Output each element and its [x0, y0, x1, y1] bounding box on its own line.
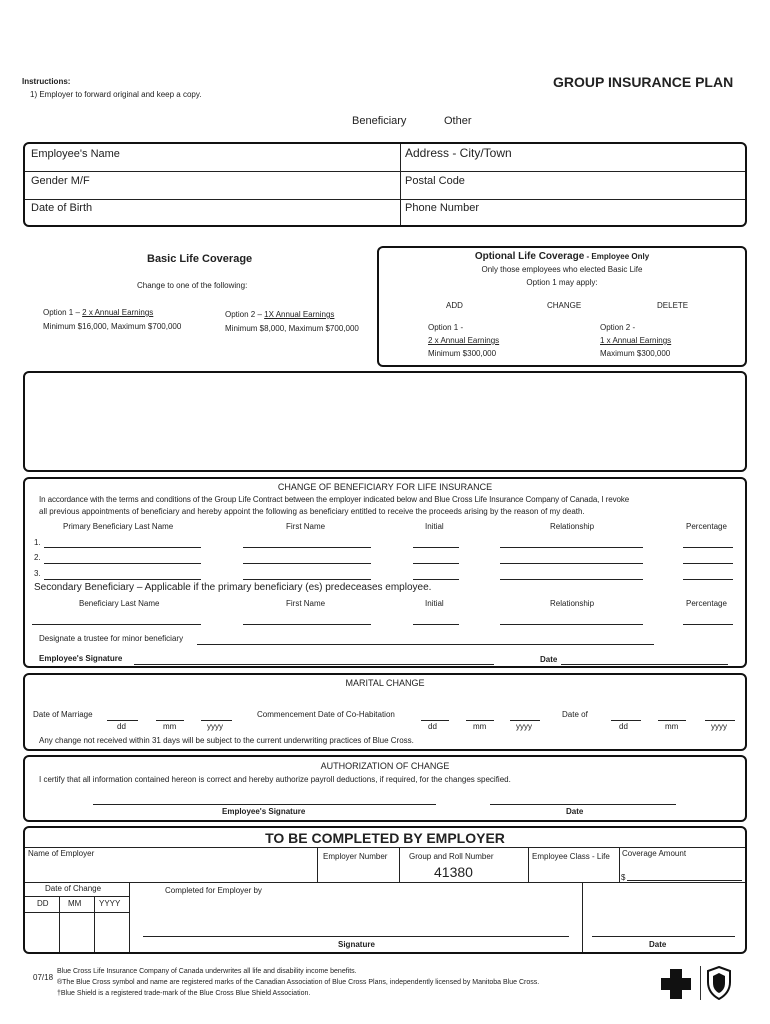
primary-relationship-2[interactable] [500, 563, 643, 564]
col-initial-2: Initial [425, 599, 444, 608]
basic-life-subtitle: Change to one of the following: [137, 281, 248, 290]
add-option[interactable]: ADD [446, 301, 463, 310]
basic-option-2[interactable]: Option 2 – 1X Annual Earnings [225, 310, 335, 319]
page-title: GROUP INSURANCE PLAN [553, 74, 734, 90]
cohab-dd-label: dd [428, 722, 437, 731]
marriage-mm[interactable] [156, 720, 184, 721]
marital-title: MARITAL CHANGE [345, 678, 425, 688]
group-roll-value[interactable]: 41380 [434, 864, 473, 880]
primary-last-2[interactable] [44, 563, 201, 564]
employer-date-label: Date [649, 940, 667, 949]
col-primary-last: Primary Beneficiary Last Name [63, 522, 174, 531]
secondary-relationship[interactable] [500, 624, 643, 625]
dd-label: DD [37, 899, 49, 908]
signature-date-field[interactable] [561, 664, 728, 665]
col-percentage-2: Percentage [686, 599, 727, 608]
col-first-name-2: First Name [286, 599, 326, 608]
employee-signature-label: Employee's Signature [39, 654, 123, 663]
beneficiary-title: CHANGE OF BENEFICIARY FOR LIFE INSURANCE [277, 482, 493, 492]
delete-option-label: Option 2 - [600, 323, 636, 332]
basic-option-1[interactable]: Option 1 – 2 x Annual Earnings [43, 308, 154, 317]
marital-section [23, 673, 747, 751]
col-first-name: First Name [286, 522, 326, 531]
employee-name-field[interactable]: Employee's Name [31, 148, 120, 160]
authorization-section [23, 755, 747, 822]
optional-life-line2: Option 1 may apply: [526, 278, 598, 287]
postal-code-field[interactable]: Postal Code [405, 175, 465, 187]
instruction-1: 1) Employer to forward original and keep a copy. [30, 90, 202, 99]
auth-signature-label: Employee's Signature [222, 807, 306, 816]
optional-life-section [377, 246, 747, 367]
col-initial: Initial [425, 522, 444, 531]
employer-title: TO BE COMPLETED BY EMPLOYER [265, 830, 505, 846]
employer-name-label: Name of Employer [28, 849, 95, 858]
trustee-field[interactable] [197, 644, 654, 645]
cohab-dd[interactable] [421, 720, 449, 721]
date-of-mm-label: mm [665, 722, 679, 731]
marital-note: Any change not received within 31 days will be subject to the current underwriting practices of Blue Cross. [39, 736, 414, 745]
secondary-title: Secondary Beneficiary – Applicable if the primary beneficiary (es) predeceases employee. [34, 582, 432, 593]
primary-relationship-3[interactable] [500, 579, 643, 580]
employer-number-label: Employer Number [323, 852, 388, 861]
change-option[interactable]: CHANGE [547, 301, 582, 310]
employee-class-label: Employee Class - Life [532, 852, 610, 861]
marriage-mm-label: mm [163, 722, 177, 731]
beneficiary-option[interactable]: Beneficiary [352, 115, 407, 127]
blue-shield-logo-icon [706, 966, 732, 1000]
footer-line-2: ®The Blue Cross symbol and name are registered marks of the Canadian Association of Blue Cross Plans, independently licensed by Manitoba Blue Cross. [57, 979, 540, 986]
employer-signature-label: Signature [338, 940, 375, 949]
secondary-initial[interactable] [413, 624, 459, 625]
delete-earnings: 1 x Annual Earnings [600, 336, 672, 345]
secondary-last[interactable] [32, 624, 201, 625]
dob-field[interactable]: Date of Birth [31, 202, 93, 214]
form-code: 07/18 [33, 973, 54, 982]
employer-date-field[interactable] [592, 936, 735, 937]
completed-by-label: Completed for Employer by [165, 886, 262, 895]
date-of-label: Date of [562, 710, 588, 719]
marriage-yyyy-label: yyyy [207, 722, 223, 731]
basic-option-1-range: Minimum $16,000, Maximum $700,000 [43, 322, 182, 331]
secondary-first[interactable] [243, 624, 371, 625]
primary-first-1[interactable] [243, 547, 371, 548]
date-of-dd-label: dd [619, 722, 628, 731]
cohab-mm-label: mm [473, 722, 487, 731]
group-roll-label: Group and Roll Number [409, 852, 494, 861]
authorization-text: I certify that all information contained hereon is correct and hereby authorize payroll deductions, if required, for the changes specified. [39, 775, 511, 784]
employee-signature-field[interactable] [134, 664, 494, 665]
other-option[interactable]: Other [444, 115, 472, 127]
beneficiary-section [23, 477, 747, 668]
address-field[interactable]: Address - City/Town [405, 146, 512, 160]
coverage-amount-field[interactable] [627, 880, 742, 881]
employer-section [23, 826, 747, 954]
coverage-dollar: $ [621, 873, 626, 882]
optional-life-title: Optional Life Coverage - Employee Only [474, 251, 650, 262]
row-3-label: 3. [34, 569, 41, 578]
primary-percentage-2[interactable] [683, 563, 733, 564]
date-of-mm[interactable] [658, 720, 686, 721]
beneficiary-para-1: In accordance with the terms and conditions of the Group Life Contract between the employer indicated below and Blue Cross Life Insurance Company of Canada, I revoke [39, 495, 630, 504]
mm-label: MM [68, 899, 82, 908]
date-of-yyyy-label: yyyy [711, 722, 727, 731]
marriage-dd[interactable] [107, 720, 138, 721]
marriage-yyyy[interactable] [201, 720, 232, 721]
col-relationship-2: Relationship [550, 599, 595, 608]
secondary-percentage[interactable] [683, 624, 733, 625]
cohab-yyyy[interactable] [510, 720, 540, 721]
basic-option-2-range: Minimum $8,000, Maximum $700,000 [225, 324, 359, 333]
primary-percentage-3[interactable] [683, 579, 733, 580]
trustee-label: Designate a trustee for minor beneficiary [39, 634, 184, 643]
instructions-label: Instructions: [22, 77, 71, 86]
date-of-change-label: Date of Change [45, 884, 102, 893]
col-beneficiary-last: Beneficiary Last Name [79, 599, 160, 608]
primary-relationship-1[interactable] [500, 547, 643, 548]
employer-signature-field[interactable] [143, 936, 569, 937]
footer-line-3: †Blue Shield is a registered trade-mark of the Blue Cross Blue Shield Association. [57, 990, 311, 997]
blue-cross-logo-icon [660, 968, 692, 1000]
add-earnings: 2 x Annual Earnings [428, 336, 500, 345]
row-2-label: 2. [34, 553, 41, 562]
employee-info-section [23, 142, 747, 227]
cohabitation-label: Commencement Date of Co-Habitation [257, 710, 395, 719]
primary-percentage-1[interactable] [683, 547, 733, 548]
yyyy-label: YYYY [99, 899, 121, 908]
primary-last-1[interactable] [44, 547, 201, 548]
marriage-dd-label: dd [117, 722, 126, 731]
row-1-label: 1. [34, 538, 41, 547]
primary-initial-3[interactable] [413, 579, 459, 580]
auth-signature-field[interactable] [93, 804, 436, 805]
add-option-label: Option 1 - [428, 323, 464, 332]
coverage-amount-label: Coverage Amount [622, 849, 687, 858]
auth-date-field[interactable] [490, 804, 676, 805]
basic-life-title: Basic Life Coverage [147, 253, 253, 265]
cohab-yyyy-label: yyyy [516, 722, 532, 731]
date-of-marriage-label: Date of Marriage [33, 710, 93, 719]
auth-date-label: Date [566, 807, 584, 816]
authorization-title: AUTHORIZATION OF CHANGE [320, 761, 450, 771]
primary-initial-1[interactable] [413, 547, 459, 548]
delete-option[interactable]: DELETE [657, 301, 689, 310]
beneficiary-para-2: all previous appointments of beneficiary and hereby appoint the following as beneficiary entitled to receive the proceeds arising by the reason of my death. [39, 507, 585, 516]
primary-initial-2[interactable] [413, 563, 459, 564]
cohab-mm[interactable] [466, 720, 494, 721]
delete-max: Maximum $300,000 [600, 349, 671, 358]
col-percentage: Percentage [686, 522, 727, 531]
primary-first-3[interactable] [243, 579, 371, 580]
optional-life-line1: Only those employees who elected Basic Life [481, 265, 643, 274]
date-of-dd[interactable] [611, 720, 641, 721]
add-max: Minimum $300,000 [428, 349, 497, 358]
gender-field[interactable]: Gender M/F [31, 175, 90, 187]
primary-last-3[interactable] [44, 579, 201, 580]
primary-first-2[interactable] [243, 563, 371, 564]
blank-box [23, 371, 747, 472]
col-relationship: Relationship [550, 522, 595, 531]
footer-line-1: Blue Cross Life Insurance Company of Canada underwrites all life and disability income benefits. [57, 968, 357, 975]
signature-date-label: Date [540, 655, 558, 664]
date-of-yyyy[interactable] [705, 720, 735, 721]
phone-field[interactable]: Phone Number [405, 202, 479, 214]
